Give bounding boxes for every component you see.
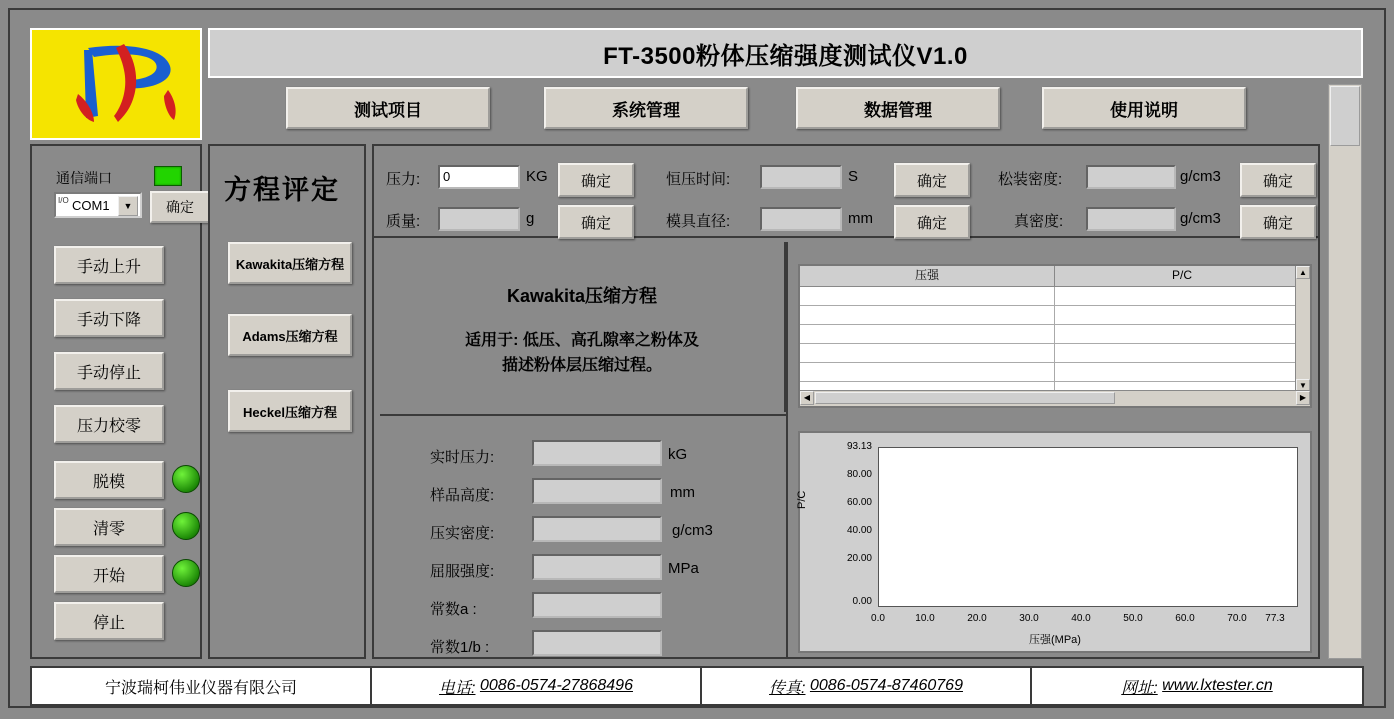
x-axis-label: 压强(MPa)	[1029, 634, 1081, 646]
scroll-thumb[interactable]	[815, 392, 1115, 404]
table-row[interactable]	[800, 287, 1310, 306]
x-tick: 60.0	[1175, 613, 1195, 624]
result-label-constant-a: 常数a :	[430, 601, 477, 618]
data-table[interactable]	[798, 264, 1312, 408]
die-diameter-unit: mm	[848, 210, 873, 227]
parameter-section	[374, 146, 1318, 238]
true-density-confirm-button[interactable]: 确定	[1240, 205, 1316, 239]
scroll-left-icon[interactable]: ◀	[800, 391, 814, 405]
bulk-density-unit: g/cm3	[1180, 168, 1221, 185]
footer-web-label: 网址:	[1121, 679, 1158, 697]
result-label-compact-density: 压实密度:	[430, 525, 495, 542]
equation-info-box	[380, 242, 786, 412]
comm-status-led	[154, 166, 182, 186]
result-unit-yield-strength: MPa	[668, 560, 699, 577]
equation-panel-title: 方程评定	[224, 175, 340, 205]
y-tick: 20.00	[846, 553, 872, 564]
result-value-compact-density	[532, 516, 662, 542]
mass-label: 质量:	[386, 213, 421, 230]
x-tick: 50.0	[1123, 613, 1143, 624]
hold-time-unit: S	[848, 168, 859, 185]
result-label-constant-1b: 常数1/b :	[430, 639, 490, 656]
table-horizontal-scrollbar[interactable]	[800, 390, 1310, 406]
hold-time-confirm-button[interactable]: 确定	[894, 163, 970, 197]
chevron-down-icon[interactable]: ▼	[118, 196, 138, 216]
result-value-realtime-pressure	[532, 440, 662, 466]
true-density-input[interactable]	[1086, 207, 1176, 231]
result-label-realtime-pressure: 实时压力:	[430, 449, 495, 466]
applies-text: 低压、高孔隙率之粉体及	[522, 332, 699, 349]
result-unit-sample-height: mm	[670, 484, 695, 501]
result-value-constant-a	[532, 592, 662, 618]
result-unit-realtime-pressure: kG	[668, 446, 688, 463]
equation-sidebar	[208, 144, 366, 659]
cell-pc	[1055, 287, 1310, 305]
bulk-density-label: 松装密度:	[998, 171, 1063, 188]
manual-stop-button[interactable]: 手动停止	[54, 352, 164, 390]
main-frame	[8, 8, 1386, 708]
comm-port-value: COM1	[72, 197, 110, 213]
mass-confirm-button[interactable]: 确定	[558, 205, 634, 239]
comm-port-select[interactable]	[54, 192, 142, 218]
y-tick: 60.00	[846, 497, 872, 508]
start-led	[172, 559, 200, 587]
footer-company: 宁波瑞柯伟业仪器有限公司	[32, 668, 372, 704]
y-tick: 40.00	[846, 525, 872, 536]
start-button[interactable]: 开始	[54, 555, 164, 593]
footer-tel-value: 0086-0574-27868496	[479, 677, 633, 694]
table-row[interactable]	[800, 363, 1310, 382]
cell-pressure	[800, 363, 1055, 381]
pc-vs-pressure-chart	[798, 431, 1312, 653]
result-unit-compact-density: g/cm3	[672, 522, 713, 539]
equation-name: Kawakita压缩方程	[506, 286, 658, 306]
result-value-constant-1b	[532, 630, 662, 656]
demold-led	[172, 465, 200, 493]
clear-led	[172, 512, 200, 540]
hold-time-input[interactable]	[760, 165, 842, 189]
table-row[interactable]	[800, 344, 1310, 363]
result-value-sample-height	[532, 478, 662, 504]
x-tick: 10.0	[915, 613, 935, 624]
io-glyph: I/O	[58, 196, 69, 205]
footer-tel-label: 电话:	[439, 679, 476, 697]
menu-data-management[interactable]: 数据管理	[796, 87, 1000, 129]
pressure-label: 压力:	[386, 171, 421, 188]
die-diameter-input[interactable]	[760, 207, 842, 231]
footer-web[interactable]	[1032, 668, 1362, 704]
y-tick: 80.00	[846, 469, 872, 480]
applies-label: 适用于:	[465, 332, 519, 349]
main-content-panel	[372, 144, 1320, 659]
horizontal-divider	[380, 414, 786, 416]
table-row[interactable]	[800, 325, 1310, 344]
table-row[interactable]	[800, 306, 1310, 325]
heckel-equation-button[interactable]: Heckel压缩方程	[228, 390, 352, 432]
result-label-sample-height: 样品高度:	[430, 487, 495, 504]
mass-unit: g	[526, 210, 535, 227]
mass-input[interactable]	[438, 207, 520, 231]
result-label-yield-strength: 屈服强度:	[430, 563, 495, 580]
footer-fax-label: 传真:	[769, 679, 806, 697]
result-value-yield-strength	[532, 554, 662, 580]
footer-bar	[30, 666, 1364, 706]
table-header-pressure: 压强	[800, 266, 1055, 286]
y-axis-label: P/C	[796, 490, 808, 509]
table-vertical-scrollbar[interactable]	[1295, 266, 1310, 392]
window-scroll-thumb[interactable]	[1330, 86, 1360, 146]
pressure-zero-button[interactable]: 压力校零	[54, 405, 164, 443]
scroll-down-icon[interactable]: ▼	[1296, 379, 1310, 392]
table-header-pc: P/C	[1055, 266, 1310, 286]
y-tick: 93.13	[846, 441, 872, 452]
company-logo	[30, 28, 202, 140]
cell-pc	[1055, 306, 1310, 324]
die-diameter-confirm-button[interactable]: 确定	[894, 205, 970, 239]
adams-equation-button[interactable]: Adams压缩方程	[228, 314, 352, 356]
plot-area[interactable]	[878, 447, 1298, 607]
pressure-input[interactable]: 0	[438, 165, 520, 189]
menu-instructions[interactable]: 使用说明	[1042, 87, 1246, 129]
cell-pressure	[800, 344, 1055, 362]
comm-port-confirm-button[interactable]: 确定	[150, 191, 210, 223]
y-tick: 0.00	[852, 596, 872, 607]
window-scrollbar[interactable]	[1328, 84, 1362, 659]
title-text: FT-3500粉体压缩强度测试仪V1.0	[603, 42, 968, 70]
scroll-right-icon[interactable]: ▶	[1296, 391, 1310, 405]
pressure-unit: KG	[526, 168, 548, 185]
stop-button[interactable]: 停止	[54, 602, 164, 640]
menu-test-items[interactable]: 测试项目	[286, 87, 490, 129]
y-axis-ticks	[808, 433, 872, 613]
cell-pc	[1055, 344, 1310, 362]
cell-pc	[1055, 363, 1310, 381]
bulk-density-input[interactable]	[1086, 165, 1176, 189]
kawakita-equation-button[interactable]: Kawakita压缩方程	[228, 242, 352, 284]
footer-web-value[interactable]: www.lxtester.cn	[1162, 677, 1273, 694]
control-sidebar	[30, 144, 202, 659]
scroll-up-icon[interactable]: ▲	[1296, 266, 1310, 279]
pressure-confirm-button[interactable]: 确定	[558, 163, 634, 197]
footer-tel	[372, 668, 702, 704]
x-tick: 77.3	[1265, 613, 1285, 624]
footer-fax	[702, 668, 1032, 704]
menu-system-management[interactable]: 系统管理	[544, 87, 748, 129]
comm-port-label: 通信端口	[56, 170, 112, 186]
true-density-label: 真密度:	[1014, 213, 1064, 230]
page-title	[208, 28, 1363, 78]
equation-applies-line1	[380, 327, 784, 350]
vertical-divider	[786, 242, 788, 657]
clear-button[interactable]: 清零	[54, 508, 164, 546]
hold-time-label: 恒压时间:	[666, 171, 731, 188]
x-tick: 70.0	[1227, 613, 1247, 624]
manual-up-button[interactable]: 手动上升	[54, 246, 164, 284]
cell-pressure	[800, 287, 1055, 305]
manual-down-button[interactable]: 手动下降	[54, 299, 164, 337]
demold-button[interactable]: 脱模	[54, 461, 164, 499]
cell-pc	[1055, 325, 1310, 343]
x-tick: 0.0	[871, 613, 885, 624]
top-menu	[208, 84, 1363, 132]
bulk-density-confirm-button[interactable]: 确定	[1240, 163, 1316, 197]
x-tick: 40.0	[1071, 613, 1091, 624]
x-tick: 30.0	[1019, 613, 1039, 624]
footer-fax-value: 0086-0574-87460769	[809, 677, 963, 694]
x-tick: 20.0	[967, 613, 987, 624]
cell-pressure	[800, 306, 1055, 324]
true-density-unit: g/cm3	[1180, 210, 1221, 227]
equation-applies-line2: 描述粉体层压缩过程。	[501, 357, 662, 374]
table-header-row	[800, 266, 1310, 287]
die-diameter-label: 模具直径:	[666, 213, 731, 230]
cell-pressure	[800, 325, 1055, 343]
